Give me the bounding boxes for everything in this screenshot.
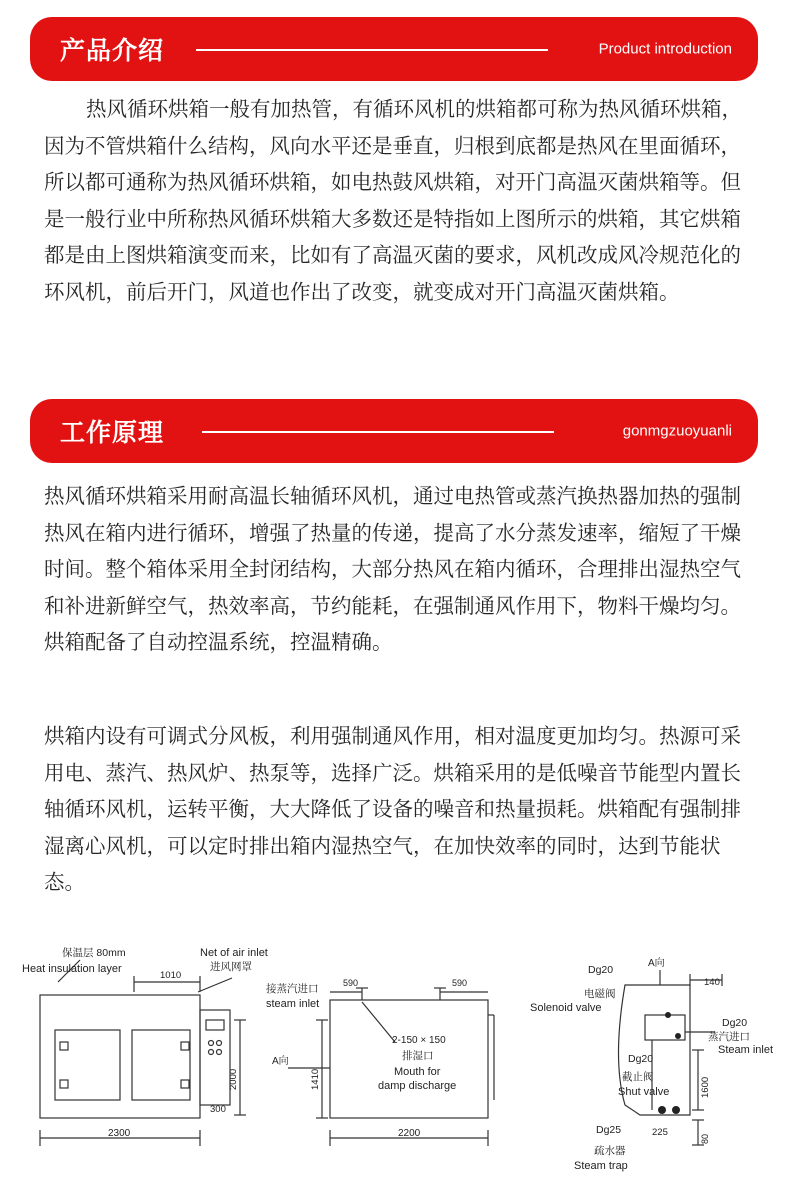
insulation-cn: 保温层 80mm bbox=[62, 947, 126, 959]
section-title: 工作原理 bbox=[60, 418, 165, 447]
shut-en: Shut valve bbox=[618, 1086, 670, 1098]
side-dir-a: A向 bbox=[272, 1056, 289, 1067]
insulation-en: Heat insulation layer bbox=[22, 963, 122, 975]
dim-1600: 1600 bbox=[700, 1076, 711, 1098]
dim-1010: 1010 bbox=[160, 970, 182, 981]
dim-2200: 2200 bbox=[398, 1128, 421, 1139]
net-en: Net of air inlet bbox=[200, 947, 268, 959]
principle-paragraph-1: 热风循环烘箱采用耐高温长轴循环风机，通过电热管或蒸汽换热器加热的强制热风在箱内进行循环，增强了热量的传递，提高了水分蒸发速率，缩短了干燥时间。整个箱体采用全封闭结构，大部分热风在箱内循环，合理排出湿热空气和补进新鲜空气，热效率高，节约能耗，在强制通风作用下，物料干燥均匀。烘箱配备了自动控温系统，控温精确。 bbox=[44, 484, 741, 654]
dim-1410: 1410 bbox=[310, 1068, 321, 1090]
intro-paragraph: 热风循环烘箱一般有加热管，有循环风机的烘箱都可称为热风循环烘箱，因为不管烘箱什么结构，风向水平还是垂直，归根到底都是热风在里面循环，所以都可通称为热风循环烘箱，如电热鼓风烘箱，对开门高温灭菌烘箱等。但是一般行业中所称热风循环烘箱大多数还是特指如上图所示的烘箱，其它烘箱都是由上图烘箱演变而来，比如有了高温灭菌的要求，风机改成风冷规范化的环风机，前后开门，风道也作出了改变，就变成对开门高温灭菌烘箱。 bbox=[44, 97, 742, 304]
dg20-top: Dg20 bbox=[588, 964, 614, 976]
shut-cn: 截止阀 bbox=[622, 1071, 654, 1083]
steam-en: Steam inlet bbox=[718, 1044, 774, 1056]
dim-2300: 2300 bbox=[108, 1128, 131, 1139]
mouth-en-1: Mouth for bbox=[394, 1066, 441, 1078]
steam-cn: 蒸汽进口 bbox=[708, 1031, 750, 1043]
solenoid-en: Solenoid valve bbox=[530, 1002, 602, 1014]
section-banner-principle bbox=[30, 399, 758, 463]
trap-valve-2 bbox=[672, 1106, 680, 1114]
principle-paragraph-2: 烘箱内设有可调式分风板，利用强制通风作用，相对温度更加均匀。热源可采用电、蒸汽、热风炉、热泵等，选择广泛。烘箱采用的是低噪音节能型内置长轴循环风机，运转平衡，大大降低了设备的噪音和热量损耗。烘箱配有强制排湿离心风机，可以定时排出箱内湿热空气，在加快效率的同时，达到节能状态。 bbox=[44, 724, 741, 894]
mouth-size: 2-150 × 150 bbox=[392, 1035, 446, 1046]
trap-valve-1 bbox=[658, 1106, 666, 1114]
dim-590b: 590 bbox=[452, 978, 468, 988]
trap-en: Steam trap bbox=[574, 1160, 628, 1172]
dg25: Dg25 bbox=[596, 1124, 622, 1136]
section-subtitle: gonmgzuoyuanli bbox=[622, 422, 732, 440]
dg20-mid: Dg20 bbox=[628, 1053, 654, 1065]
dim-590a: 590 bbox=[343, 978, 359, 988]
control-box bbox=[200, 1010, 230, 1105]
piping-dir-a: A向 bbox=[648, 958, 665, 969]
section-title: 产品介绍 bbox=[60, 36, 165, 65]
solenoid-cn: 电磁阀 bbox=[584, 988, 616, 1000]
banner-divider bbox=[202, 431, 554, 433]
dg20-right: Dg20 bbox=[722, 1017, 748, 1029]
dim-80: 80 bbox=[700, 1133, 710, 1144]
dim-140: 140 bbox=[704, 977, 720, 988]
diagram-svg bbox=[0, 940, 790, 1194]
dim-225: 225 bbox=[652, 1127, 668, 1138]
section-subtitle: Product introduction bbox=[598, 40, 732, 58]
net-cn: 进风网罩 bbox=[210, 961, 252, 973]
dim-2000: 2000 bbox=[228, 1068, 239, 1090]
technical-diagram bbox=[0, 940, 790, 1194]
mouth-en-2: damp discharge bbox=[378, 1080, 457, 1092]
right-door bbox=[132, 1030, 190, 1100]
trap-cn: 疏水器 bbox=[594, 1145, 626, 1157]
steam-inlet-en: steam inlet bbox=[266, 998, 320, 1010]
left-door bbox=[55, 1030, 120, 1100]
section-banner-intro bbox=[30, 17, 758, 81]
mouth-cn: 排湿口 bbox=[402, 1050, 434, 1062]
banner-divider bbox=[196, 49, 548, 51]
dim-300: 300 bbox=[210, 1104, 226, 1115]
steam-inlet-cn: 接蒸汽进口 bbox=[266, 983, 319, 995]
